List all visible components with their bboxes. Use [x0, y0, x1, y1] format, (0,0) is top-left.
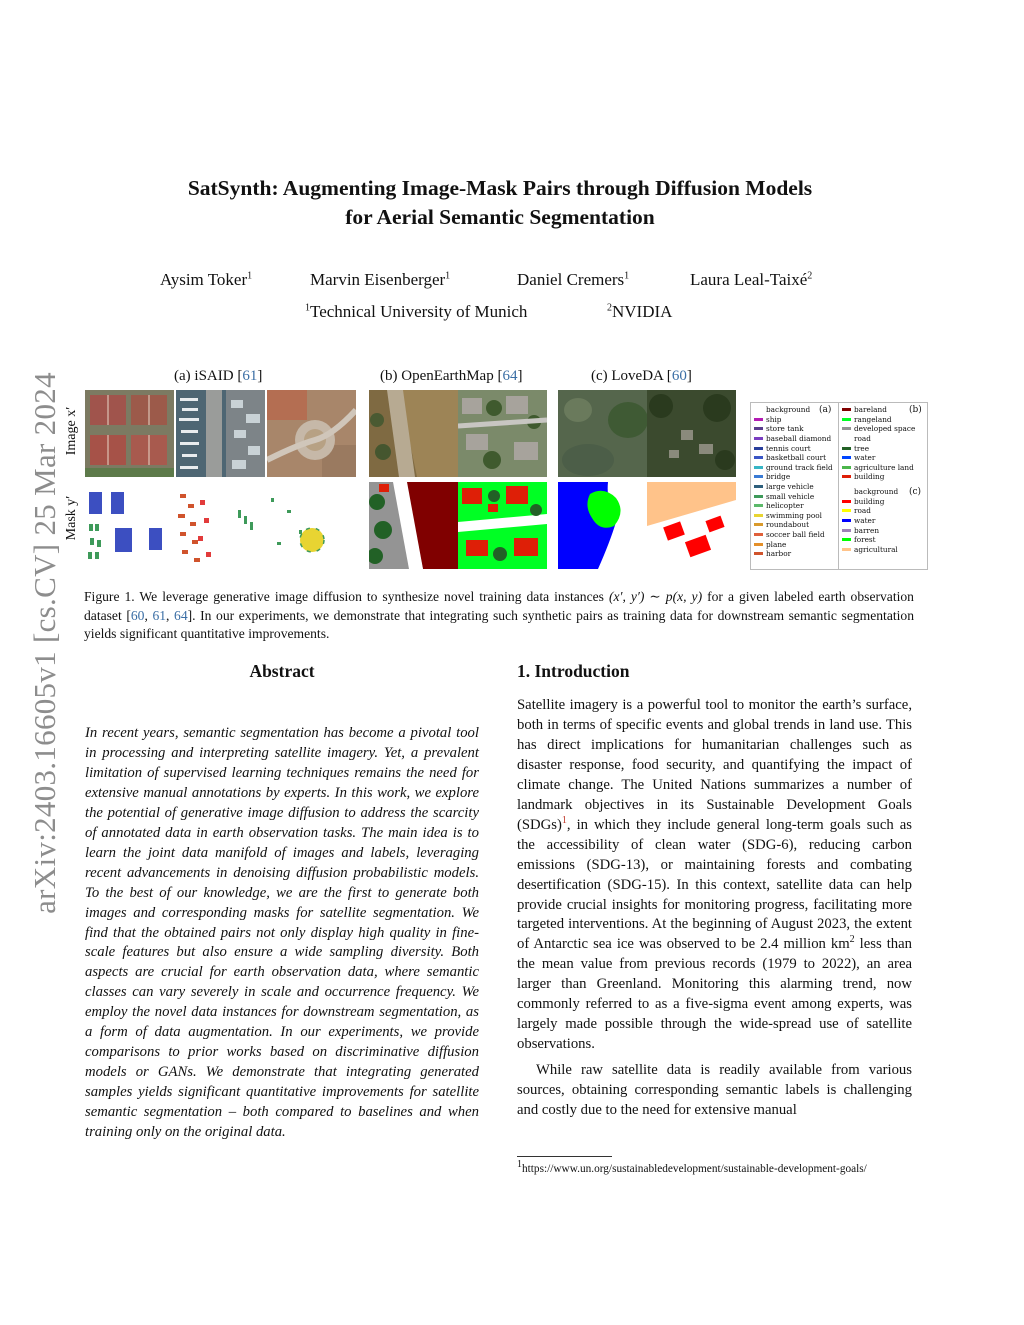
legend-label: developed space [854, 424, 916, 434]
legend-item [842, 453, 915, 463]
figure-label-openearthmap: (b) OpenEarthMap [64] [380, 368, 523, 384]
satellite-image-isaid-2 [176, 390, 265, 477]
caption-math: (x′, y′) ∼ p(x, y) [608, 589, 703, 604]
citation-link[interactable]: 61 [242, 368, 258, 384]
segmentation-mask-isaid-3 [267, 482, 356, 569]
legend-item [842, 487, 898, 497]
citation-link[interactable]: 64 [502, 368, 518, 384]
satellite-image-openearthmap-1 [369, 390, 458, 477]
legend-swatch [842, 548, 851, 551]
legend-label: rangeland [854, 414, 892, 424]
legend-label: small vehicle [766, 491, 815, 501]
legend-label: plane [766, 539, 787, 549]
legend-item [754, 539, 833, 549]
legend-item [842, 463, 915, 473]
legend-label: baseball diamond [766, 434, 832, 444]
satellite-image-loveda-1 [558, 390, 647, 477]
legend-item [754, 415, 833, 425]
footnote-marker[interactable]: 1 [561, 814, 567, 826]
legend-item [842, 525, 898, 535]
affiliation: $^1$Technical University of Munich [305, 302, 528, 321]
segmentation-mask-openearthmap-2 [458, 482, 547, 569]
legend-swatch [754, 485, 763, 488]
segmentation-mask-isaid-1 [85, 482, 174, 569]
legend-swatch [754, 447, 763, 450]
author: Marvin Eisenberger$^1$ [310, 270, 451, 289]
legend-label: bridge [766, 472, 791, 482]
citation-link[interactable]: 64 [174, 607, 188, 623]
legend-swatch [842, 437, 851, 440]
legend-swatch [754, 504, 763, 507]
legend-swatch [842, 529, 851, 532]
legend-tag: (b) [909, 405, 922, 415]
legend-item [754, 511, 833, 521]
figure-label-loveda: (c) LoveDA [60] [591, 368, 692, 384]
figure-label-isaid: (a) iSAID [61] [174, 368, 263, 384]
legend-label: large vehicle [766, 482, 814, 492]
legend-swatch [754, 456, 763, 459]
legend-label: helicopter [766, 501, 804, 511]
legend-item [842, 535, 898, 545]
legend-label: agricultural [854, 544, 898, 554]
legend-tag: (a) [819, 405, 832, 415]
legend-item [754, 520, 833, 530]
legend-label: background [766, 405, 811, 415]
legend-item [754, 434, 833, 444]
legend-label: agriculture land [854, 462, 914, 472]
row-label-image: Image x′ [64, 406, 79, 456]
legend-swatch [842, 466, 851, 469]
legend-item [842, 497, 898, 507]
author: Aysim Toker$^1$ [160, 270, 253, 289]
paragraph: While raw satellite data is readily available from various sources, obtaining corresponding semantic labels is challenging and costly due to the need for extensive manual [517, 1062, 912, 1119]
legend-swatch [754, 466, 763, 469]
citation-link[interactable]: 61 [152, 607, 167, 623]
legend-item [754, 405, 833, 415]
legend-swatch [754, 475, 763, 478]
legend-swatch [842, 490, 851, 493]
legend-item [842, 443, 915, 453]
legend-label: water [854, 516, 876, 526]
legend-label: basketball court [766, 453, 827, 463]
legend-item [754, 491, 833, 501]
affiliation: $^2$NVIDIA [607, 302, 673, 321]
legend-item [754, 472, 833, 482]
legend-item [754, 463, 833, 473]
legend-item [842, 434, 915, 444]
row-label-mask: Mask y′ [64, 495, 79, 541]
satellite-image-loveda-2 [647, 390, 736, 477]
citation-link[interactable]: 60 [671, 368, 687, 384]
section-heading-introduction: 1. Introduction [517, 661, 630, 681]
legend-swatch [754, 514, 763, 517]
legend-item [842, 415, 915, 425]
segmentation-mask-isaid-2 [176, 482, 265, 569]
segmentation-mask-loveda-1 [558, 482, 647, 569]
legend-swatch [754, 552, 763, 555]
legend-swatch [754, 543, 763, 546]
legend-swatch [842, 408, 851, 411]
legend-swatch [842, 538, 851, 541]
legend-label: bareland [854, 405, 887, 415]
title-line-2: for Aerial Semantic Segmentation [345, 205, 655, 229]
legend-item [842, 516, 898, 526]
legend-swatch [754, 418, 763, 421]
legend-swatch [842, 456, 851, 459]
satellite-image-isaid-1 [85, 390, 174, 477]
legend-item [754, 549, 833, 559]
legend-item [754, 424, 833, 434]
satellite-image-isaid-3 [267, 390, 356, 477]
legend-item [754, 501, 833, 511]
legend-swatch [754, 408, 763, 411]
legend-label: soccer ball field [766, 530, 825, 540]
legend-label: roundabout [766, 520, 809, 530]
figure-caption: Figure 1. We leverage generative image diffusion to synthesize novel training data instances (x′, y′) ∼ p(x, y) for a given labeled earth observation dataset [60, 61, 64]. In our experiments, we demonstrate that integrating such synthetic pairs as training data for downstream semantic segmentation yields significant quantitative improvements. [84, 589, 915, 641]
legend-label: forest [854, 535, 876, 545]
legend-swatch [754, 427, 763, 430]
legend-label: ground track field [766, 462, 833, 472]
legend-swatch [754, 523, 763, 526]
legend-swatch [842, 519, 851, 522]
legend-item [842, 472, 915, 482]
legend-item [842, 545, 898, 555]
legend-item [842, 424, 915, 434]
citation-link[interactable]: 60 [130, 607, 145, 623]
legend-swatch [842, 427, 851, 430]
legend-b [839, 403, 927, 485]
legend-item [754, 443, 833, 453]
legend-c [839, 485, 927, 569]
title-line-1: SatSynth: Augmenting Image-Mask Pairs through Diffusion Models [187, 176, 813, 200]
legend-label: building [854, 472, 885, 482]
legend-label: road [854, 506, 871, 516]
legend-label: background [854, 487, 899, 497]
author: Daniel Cremers$^1$ [517, 270, 630, 289]
legend-swatch [842, 509, 851, 512]
legend-label: road [854, 434, 871, 444]
introduction-body [517, 696, 912, 1121]
legend-swatch [842, 447, 851, 450]
legend-swatch [754, 533, 763, 536]
legend-item [754, 482, 833, 492]
footnote-rule [517, 1156, 612, 1157]
segmentation-mask-openearthmap-1 [369, 482, 458, 569]
legend-swatch [842, 500, 851, 503]
segmentation-mask-loveda-2 [647, 482, 736, 569]
legend-label: store tank [766, 424, 804, 434]
legend-label: water [854, 453, 876, 463]
abstract-heading: Abstract [249, 661, 315, 681]
legend-label: barren [854, 525, 880, 535]
abstract-body: In recent years, semantic segmentation has become a pivotal tool in processing and interpreting satellite imagery. Yet, a prevalent limitation of supervised learning techniques remains the need for extensive manual annotations by experts. In this work, we explore the potential of generative image diffusion to address the scarcity of annotated data in earth observation tasks. The main idea is to learn the joint data manifold of images and labels, leveraging recent advancements in denoising diffusion probabilistic models. To the best of our knowledge, we are the first to generate both images and corresponding masks for satellite segmentation. We find that the obtained pairs not only display high quality in fine-scale features but also ensure a wide sampling diversity. Both aspects are crucial for earth observation data, where semantic classes can vary severely in scale and occurrence frequency. We employ the novel data instances for downstream segmentation, as a form of data augmentation. In our experiments, we provide comparisons to prior works based on discriminative diffusion models or GANs. We demonstrate that integrating generated samples yields significant quantitative improvements for satellite semantic segmentation – both compared to baselines and when training only on the original data. [85, 725, 479, 1141]
paper-title [0, 174, 1000, 232]
legend-label: tennis court [766, 443, 811, 453]
legend-swatch [754, 495, 763, 498]
legend-label: ship [766, 414, 782, 424]
legend-a [751, 403, 839, 569]
legend-label: tree [854, 443, 870, 453]
legend-label: swimming pool [766, 510, 822, 520]
arxiv-stamp: arXiv:2403.16605v1 [cs.CV] 25 Mar 2024 [27, 372, 62, 914]
legend-item [754, 453, 833, 463]
legend-item [842, 405, 915, 415]
footnote: $^1$https://www.un.org/sustainabledevelopment/sustainable-development-goals/ [517, 1159, 867, 1175]
legend-label: harbor [766, 549, 792, 559]
legend-item [754, 530, 833, 540]
legend-swatch [842, 418, 851, 421]
legend-label: building [854, 496, 885, 506]
legend-item [842, 506, 898, 516]
legend-swatch [754, 437, 763, 440]
paragraph: Satellite imagery is a powerful tool to monitor the earth’s surface, both in terms of specific events and global trends in land use. This has direct implications for humanitarian challenges such as disaster response, food security, and quantifying the impact of climate change. The United Nations summarizes a number of landmark objectives in its Sustainable Development Goals (SDGs)$^1$, in which they include general long-term goals such as the accessibility of clean water (SDG-6), reducing carbon emissions (SDG-13), or maintaining forests and combating desertification (SDG-15). In this context, satellite data can help provide crucial insights for monitoring progress, facilitating more targeted interventions. At the beginning of August 2023, the extent of Antarctic sea ice was observed to be 2.4 million $km^2$ less than the mean value from previous records (1979 to 2022), an area larger than Greenland. Monitoring this alarming trend, now commonly referred to as a five-sigma event among experts, was largely made possible through the wide-spread use of satellite observations. [517, 697, 912, 1053]
legend-panel [750, 402, 928, 570]
author: Laura Leal-Taixé$^2$ [690, 270, 813, 289]
footnote-url[interactable]: https://www.un.org/sustainabledevelopment/sustainable-development-goals/ [522, 1163, 867, 1175]
legend-tag: (c) [909, 487, 922, 497]
legend-swatch [842, 475, 851, 478]
satellite-image-openearthmap-2 [458, 390, 547, 477]
